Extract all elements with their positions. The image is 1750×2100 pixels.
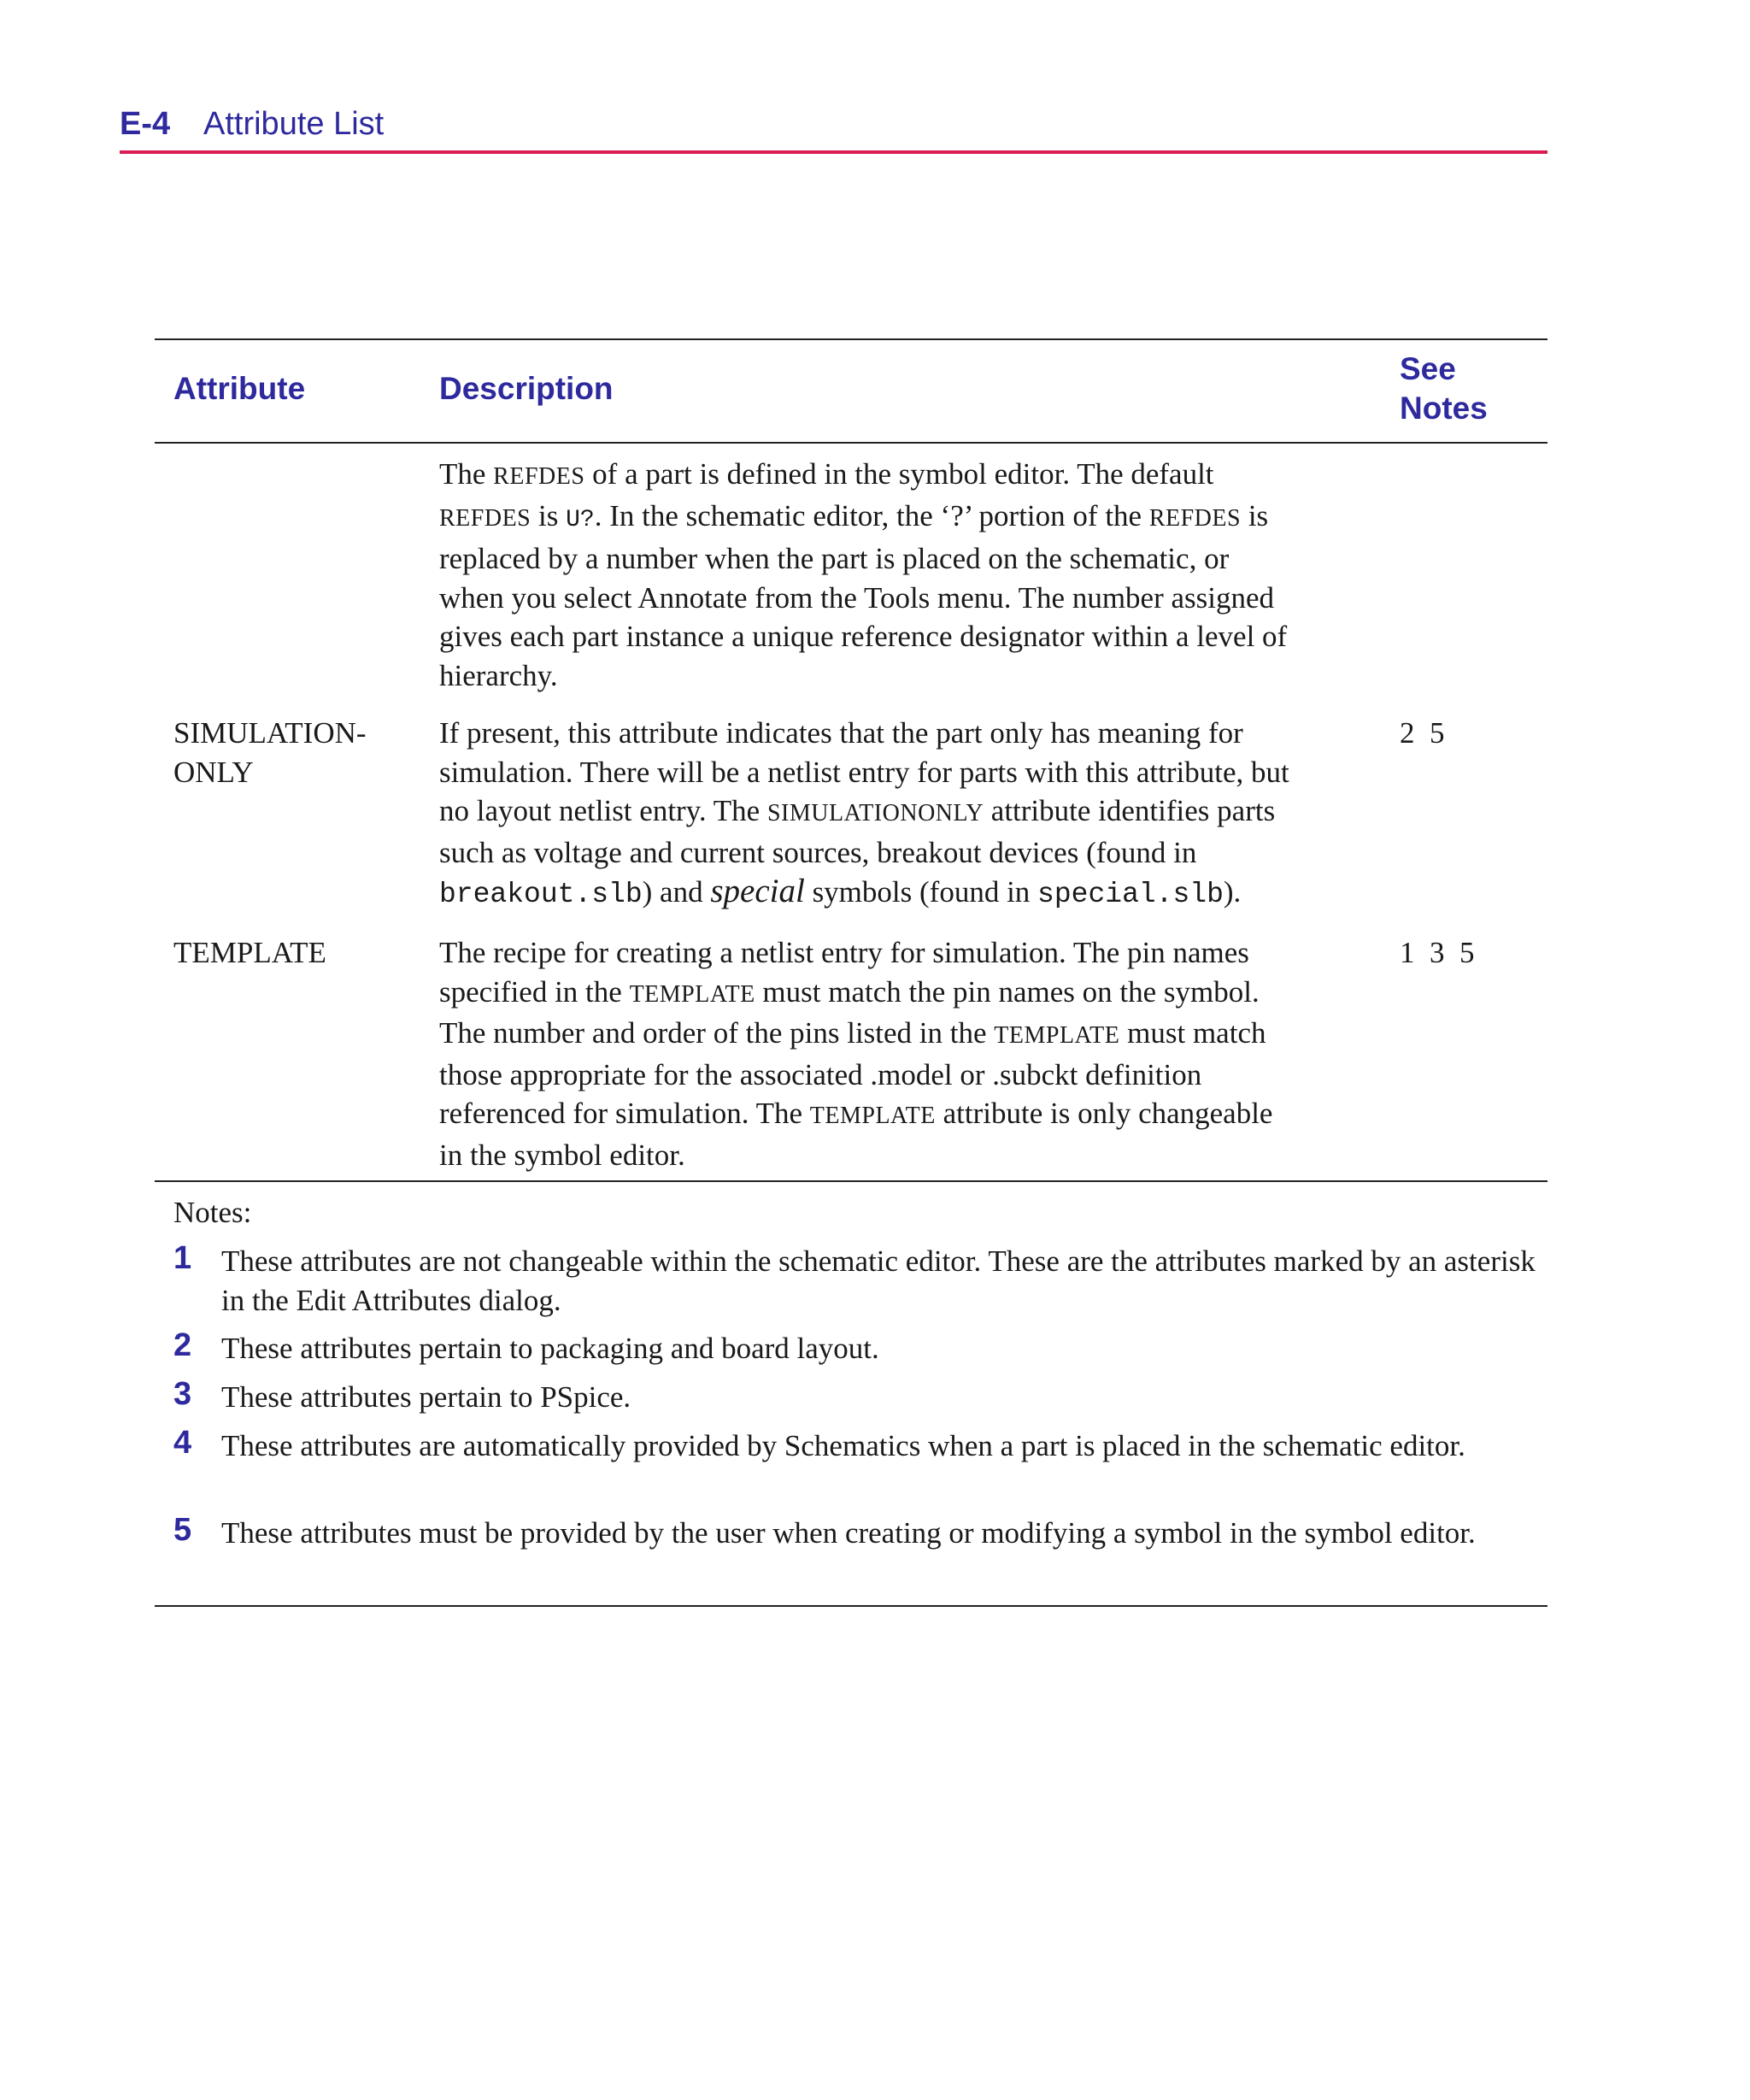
note-number: 5 bbox=[173, 1512, 192, 1548]
note-text: These attributes are automatically provided by Schematics when a part is placed in the schematic editor. bbox=[221, 1429, 1465, 1462]
table-row-simulationonly-attribute: SIMULATION- ONLY bbox=[173, 716, 367, 789]
table-header-rule bbox=[155, 442, 1547, 444]
desc-line: gives each part instance a unique reference designator within a level of bbox=[439, 620, 1288, 653]
desc-line: The REFDES of a part is defined in the symbol editor. The default bbox=[439, 457, 1214, 491]
note-number: 2 bbox=[173, 1327, 192, 1363]
desc-line: referenced for simulation. The TEMPLATE attribute is only changeable bbox=[439, 1097, 1273, 1130]
note-text: These attributes are not changeable within the schematic editor. These are the attributes marked by an asterisk in the Edit Attributes dialog. bbox=[221, 1244, 1536, 1317]
column-header-attribute: Attribute bbox=[173, 371, 306, 406]
desc-line: when you select Annotate from the Tools menu. The number assigned bbox=[439, 580, 1275, 615]
desc-line: replaced by a number when the part is placed on the schematic, or bbox=[439, 542, 1230, 575]
desc-line: hierarchy. bbox=[439, 658, 558, 692]
table-top-rule bbox=[155, 338, 1547, 340]
desc-line: in the symbol editor. bbox=[439, 1138, 685, 1172]
desc-line: breakout.slb) and special symbols (found in special.slb). bbox=[439, 873, 1242, 910]
running-header bbox=[120, 106, 1547, 150]
column-header-description: Description bbox=[439, 371, 614, 406]
table-row-simulationonly-notes: 2 5 bbox=[1400, 716, 1445, 750]
notes-label: Notes: bbox=[173, 1196, 252, 1229]
section-title: Attribute List bbox=[203, 106, 385, 142]
desc-line: no layout netlist entry. The SIMULATIONONLY attribute identifies parts bbox=[439, 794, 1276, 827]
table-row-template-attribute: TEMPLATE bbox=[173, 936, 326, 969]
desc-line: The number and order of the pins listed in the TEMPLATE must match bbox=[439, 1016, 1266, 1050]
header-rule bbox=[120, 150, 1547, 154]
table-row-refdes-description bbox=[439, 455, 1388, 695]
desc-line: such as voltage and current sources, breakout devices (found in bbox=[439, 835, 1197, 869]
note-number: 1 bbox=[173, 1240, 192, 1276]
desc-line: The recipe for creating a netlist entry for simulation. The pin names bbox=[439, 936, 1249, 969]
note-number: 4 bbox=[173, 1425, 192, 1461]
note-number: 3 bbox=[173, 1376, 192, 1412]
table-row-simulationonly-description bbox=[439, 714, 1388, 915]
desc-line: REFDES is U?. In the schematic editor, the ‘?’ portion of the REFDES is bbox=[439, 498, 1269, 533]
note-text: These attributes must be provided by the user when creating or modifying a symbol in the symbol editor. bbox=[221, 1516, 1476, 1550]
desc-line: specified in the TEMPLATE must match the pin names on the symbol. bbox=[439, 974, 1260, 1009]
desc-line: If present, this attribute indicates that the part only has meaning for bbox=[439, 716, 1243, 750]
notes-bottom-rule bbox=[155, 1605, 1547, 1607]
column-header-see-notes: See Notes bbox=[1400, 351, 1488, 426]
table-bottom-rule bbox=[155, 1180, 1547, 1182]
desc-line: simulation. There will be a netlist entry for parts with this attribute, but bbox=[439, 755, 1289, 789]
page-number: E-4 bbox=[120, 106, 171, 142]
table-row-template-description bbox=[439, 933, 1388, 1174]
note-text: These attributes pertain to PSpice. bbox=[221, 1380, 631, 1414]
note-text: These attributes pertain to packaging and board layout. bbox=[221, 1332, 879, 1365]
desc-line: those appropriate for the associated .model or .subckt definition bbox=[439, 1057, 1202, 1091]
table-row-template-notes: 1 3 5 bbox=[1400, 936, 1475, 969]
